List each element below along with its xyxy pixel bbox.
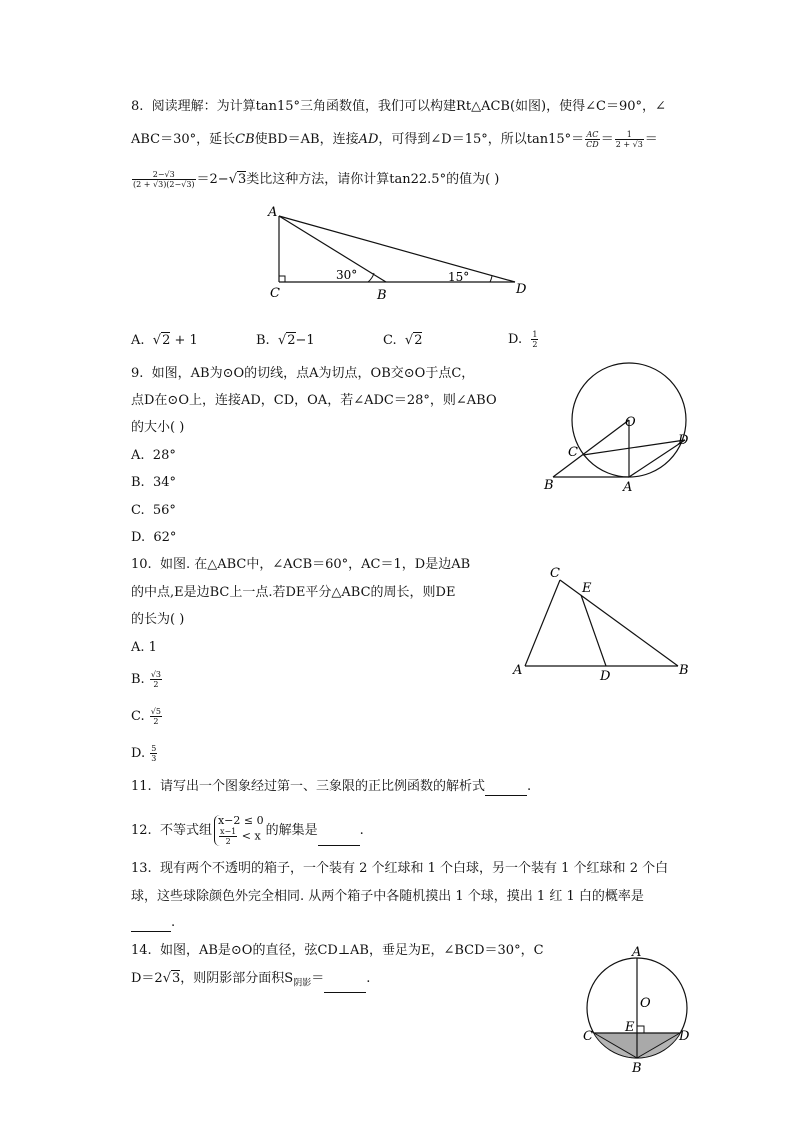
q8-eq1: ＝ xyxy=(600,132,614,147)
q9-option-a[interactable]: A. 28° xyxy=(131,448,176,463)
q8-frac-1: $\frac{1}{2 + √3}$ xyxy=(615,130,643,149)
q8-text2c: 使BD＝AB，连接 xyxy=(254,132,359,147)
q9-label-o: O xyxy=(625,415,636,430)
q8-option-a[interactable]: A. √2 + 1 xyxy=(131,333,198,348)
q8-option-c[interactable]: C. √2 xyxy=(383,333,423,348)
q8-eq2: ＝ xyxy=(644,132,658,147)
q10-option-c[interactable]: C. $\frac{√5}{2}$ xyxy=(131,707,161,726)
q8-frac-rationalize: $\frac{2-√3}{(2 + √3)(2-√3)}$ xyxy=(133,170,195,189)
q12-answer-blank[interactable] xyxy=(318,831,360,846)
q9-label-b: B xyxy=(544,478,554,493)
q8-option-d[interactable]: D. $\frac{1}{2}$ xyxy=(508,330,538,349)
q10-line1: 10. 如图. 在△ABC中，∠ACB＝60°，AC＝1，D是边AB xyxy=(131,557,471,572)
q14-label-e: E xyxy=(625,1020,635,1035)
q8-line1 xyxy=(131,98,666,116)
q14-label-a: A xyxy=(632,945,642,960)
q8-label-a: A xyxy=(268,205,278,220)
q8-text2b: CB xyxy=(235,132,255,147)
q10-label-d: D xyxy=(600,669,611,684)
q9-line3: 的大小( ) xyxy=(131,420,185,435)
q10-line3: 的长为( ) xyxy=(131,612,185,627)
q8-text1: 阅读理解：为计算tan15°三角函数值，我们可以构建Rt△ACB(如图)，使得∠C＝90°，∠ xyxy=(151,99,666,114)
q9-option-c[interactable]: C. 56° xyxy=(131,503,176,518)
q11-answer-blank[interactable] xyxy=(485,781,527,796)
q13-answer-blank[interactable] xyxy=(131,917,171,932)
q11-line: 11. 请写出一个图象经过第一、三象限的正比例函数的解析式 . xyxy=(131,779,532,794)
q8-text3b: 类比这种方法，请你计算tan22.5°的值为( ) xyxy=(246,172,500,187)
q9-option-d[interactable]: D. 62° xyxy=(131,530,177,545)
q8-text2e: ，可得到∠D＝15°，所以tan15°＝ xyxy=(378,132,585,147)
q9-line1: 9. 如图，AB为⊙O的切线，点A为切点，OB交⊙O于点C， xyxy=(131,366,475,381)
q8-angle-30: 30° xyxy=(336,268,358,282)
q8-label-b: B xyxy=(377,288,387,303)
q10-label-b: B xyxy=(679,663,689,678)
q9-label-c: C xyxy=(568,445,578,460)
q10-label-c: C xyxy=(550,566,560,581)
q14-answer-blank[interactable] xyxy=(324,978,366,993)
q12-line: 12. 不等式组 x−2 ≤ 0 $\frac{x-1}{2}$ < x 的解集是 . xyxy=(131,814,364,846)
q8-root: 3 xyxy=(238,172,247,187)
q14-label-b: B xyxy=(632,1061,642,1076)
q9-label-d: D xyxy=(678,433,689,448)
q14-line1: 14. 如图，AB是⊙O的直径，弦CD⊥AB，垂足为E，∠BCD＝30°，C xyxy=(131,943,544,958)
q10-option-a[interactable]: A. 1 xyxy=(131,640,157,655)
q8-line3: $\frac{2-√3}{(2 + √3)(2-√3)}$ ＝2−√3类比这种方法，请你计算tan22.5°的值为( ) xyxy=(133,170,500,189)
q10-option-b[interactable]: B. $\frac{√3}{2}$ xyxy=(131,670,162,689)
q13-line2: 球，这些球除颜色外完全相同. 从两个箱子中各随机摸出 1 个球，摸出 1 红 1 白的概率是 xyxy=(131,889,644,904)
q13-line3: . xyxy=(131,914,175,932)
q8-figure xyxy=(260,200,540,310)
q9-label-a: A xyxy=(623,480,633,495)
q8-text2a: ABC＝30°，延长 xyxy=(131,132,236,147)
q8-text2d: AD xyxy=(358,132,379,147)
q8-number: 8. xyxy=(131,99,144,114)
q14-figure xyxy=(575,945,705,1075)
q8-frac-ac-cd: $\frac{AC}{CD}$ xyxy=(586,130,599,149)
q14-label-o: O xyxy=(640,996,651,1011)
q8-label-c: C xyxy=(270,286,280,301)
q10-label-a: A xyxy=(513,663,523,678)
q10-option-d[interactable]: D. $\frac{5}{3}$ xyxy=(131,744,157,763)
q9-figure xyxy=(540,360,700,500)
q10-figure xyxy=(505,560,705,685)
q10-label-e: E xyxy=(582,581,592,596)
q9-line2: 点D在⊙O上，连接AD，CD，OA，若∠ADC＝28°，则∠ABO xyxy=(131,393,497,408)
q14-line2: D＝2√3，则阴影部分面积$S_{阴影}=$ . xyxy=(131,970,370,993)
q14-label-d: D xyxy=(679,1029,690,1044)
q13-line1: 13. 现有两个不透明的箱子，一个装有 2 个红球和 1 个白球，另一个装有 1 个红球和 2 个白 xyxy=(131,861,669,876)
q12-inequality-system: x−2 ≤ 0 $\frac{x-1}{2}$ < x xyxy=(214,815,264,846)
q9-option-b[interactable]: B. 34° xyxy=(131,475,176,490)
q8-text3a: ＝2− xyxy=(196,172,229,187)
q10-line2: 的中点,E是边BC上一点.若DE平分△ABC的周长，则DE xyxy=(131,585,456,600)
q8-option-b[interactable]: B. √2−1 xyxy=(256,333,315,348)
q8-label-d: D xyxy=(516,282,527,297)
q14-label-c: C xyxy=(583,1029,593,1044)
q8-angle-15: 15° xyxy=(448,270,470,284)
q8-line2 xyxy=(131,130,658,149)
